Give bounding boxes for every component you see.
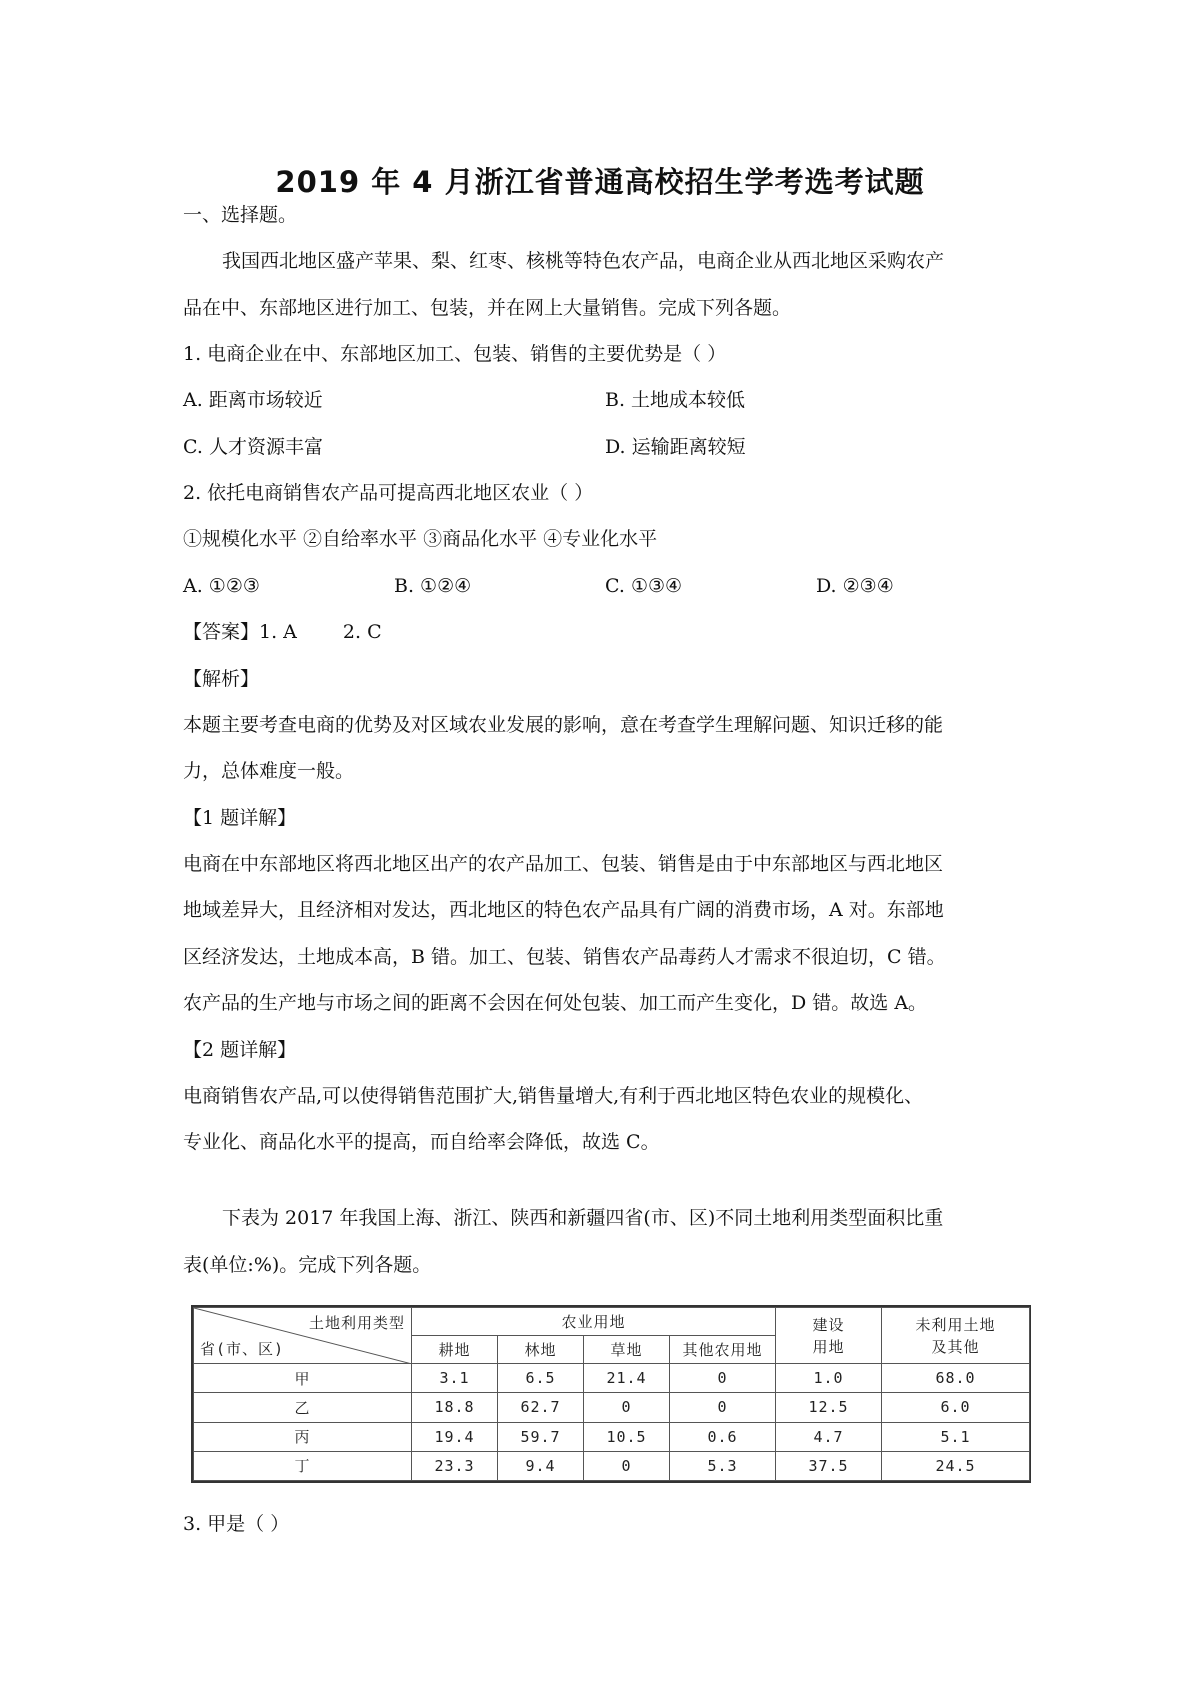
- table-cell: 24.5: [882, 1451, 1030, 1480]
- header-grassland: 草地: [584, 1336, 670, 1364]
- q2-option-a: A. ①②③: [183, 575, 260, 597]
- table-intro-line: 表(单位:%)。完成下列各题。: [183, 1254, 432, 1276]
- q2-option-d: D. ②③④: [816, 575, 894, 597]
- detail-1-line: 区经济发达，土地成本高，B 错。加工、包装、销售农产品毒药人才需求不很迫切，C 错。: [183, 946, 946, 968]
- question-3-stem: 3. 甲是（ ）: [183, 1513, 290, 1535]
- table-cell: 59.7: [498, 1422, 584, 1451]
- table-cell: 9.4: [498, 1451, 584, 1480]
- header-construction-land: 建设 用地: [776, 1308, 882, 1364]
- row-name: 丁: [194, 1451, 412, 1480]
- question-2-stem: 2. 依托电商销售农产品可提高西北地区农业（ ）: [183, 482, 594, 504]
- row-name: 丙: [194, 1422, 412, 1451]
- table-cell: 3.1: [412, 1364, 498, 1393]
- analysis-label: 【解析】: [183, 668, 260, 690]
- table-cell: 4.7: [776, 1422, 882, 1451]
- table-cell: 0.6: [670, 1422, 776, 1451]
- answer-line: [183, 620, 382, 644]
- table-cell: 6.5: [498, 1364, 584, 1393]
- header-land-use-type: 土地利用类型: [308, 1314, 405, 1332]
- answer-1: 1. A: [259, 621, 297, 643]
- header-cultivated: 耕地: [412, 1336, 498, 1364]
- table-cell: 5.1: [882, 1422, 1030, 1451]
- q1-option-d: D. 运输距离较短: [605, 436, 746, 458]
- q1-option-c: C. 人才资源丰富: [183, 436, 323, 458]
- row-name: 甲: [194, 1364, 412, 1393]
- table-cell: 0: [670, 1364, 776, 1393]
- table-cell: 1.0: [776, 1364, 882, 1393]
- table-cell: 0: [670, 1393, 776, 1422]
- table-cell: 19.4: [412, 1422, 498, 1451]
- header-province: 省(市、区): [200, 1340, 285, 1358]
- table-cell: 62.7: [498, 1393, 584, 1422]
- table-row: [194, 1364, 1030, 1393]
- detail-1-label: 【1 题详解】: [183, 807, 297, 829]
- analysis-line: 本题主要考查电商的优势及对区域农业发展的影响，意在考查学生理解问题、知识迁移的能: [183, 714, 944, 736]
- page-title: 2019 年 4 月浙江省普通高校招生学考选考试题: [275, 165, 925, 199]
- detail-2-line: 电商销售农产品,可以使得销售范围扩大,销售量增大,有利于西北地区特色农业的规模化、: [183, 1085, 924, 1107]
- q1-option-a: A. 距离市场较近: [183, 389, 323, 411]
- table-cell: 0: [584, 1451, 670, 1480]
- intro-line: 品在中、东部地区进行加工、包装，并在网上大量销售。完成下列各题。: [183, 297, 792, 319]
- table-cell: 0: [584, 1393, 670, 1422]
- table-diagonal-header: [194, 1308, 412, 1364]
- header-other-agri: 其他农用地: [670, 1336, 776, 1364]
- q1-option-b: B. 土地成本较低: [605, 389, 746, 411]
- table-row: [194, 1451, 1030, 1480]
- analysis-line: 力，总体难度一般。: [183, 760, 355, 782]
- table-cell: 37.5: [776, 1451, 882, 1480]
- answer-label: 【答案】: [183, 621, 260, 643]
- detail-1-line: 地域差异大，且经济相对发达，西北地区的特色农产品具有广阔的消费市场，A 对。东部地: [183, 899, 944, 921]
- detail-2-line: 专业化、商品化水平的提高，而自给率会降低，故选 C。: [183, 1131, 660, 1153]
- table-cell: 6.0: [882, 1393, 1030, 1422]
- land-use-table: [191, 1305, 1031, 1483]
- header-unused-land: 未利用土地 及其他: [882, 1308, 1030, 1364]
- row-name: 乙: [194, 1393, 412, 1422]
- header-agri-land: 农业用地: [412, 1308, 776, 1336]
- table-row: [194, 1393, 1030, 1422]
- q2-items: ①规模化水平 ②自给率水平 ③商品化水平 ④专业化水平: [183, 528, 658, 550]
- q2-option-c: C. ①③④: [605, 575, 683, 597]
- detail-2-label: 【2 题详解】: [183, 1039, 297, 1061]
- table-cell: 23.3: [412, 1451, 498, 1480]
- question-1-stem: 1. 电商企业在中、东部地区加工、包装、销售的主要优势是（ ）: [183, 343, 727, 365]
- detail-1-line: 电商在中东部地区将西北地区出产的农产品加工、包装、销售是由于中东部地区与西北地区: [183, 853, 944, 875]
- section-heading: 一、选择题。: [183, 204, 298, 226]
- table-intro-line: 下表为 2017 年我国上海、浙江、陕西和新疆四省(市、区)不同土地利用类型面积比重: [222, 1207, 944, 1229]
- table-row: [194, 1422, 1030, 1451]
- table-cell: 5.3: [670, 1451, 776, 1480]
- table-cell: 21.4: [584, 1364, 670, 1393]
- q2-option-b: B. ①②④: [394, 575, 472, 597]
- detail-1-line: 农产品的生产地与市场之间的距离不会因在何处包装、加工而产生变化，D 错。故选 A。: [183, 992, 928, 1014]
- header-forest: 林地: [498, 1336, 584, 1364]
- answer-2: 2. C: [342, 621, 382, 643]
- table-cell: 12.5: [776, 1393, 882, 1422]
- table-cell: 10.5: [584, 1422, 670, 1451]
- table-cell: 68.0: [882, 1364, 1030, 1393]
- table-cell: 18.8: [412, 1393, 498, 1422]
- intro-line: 我国西北地区盛产苹果、梨、红枣、核桃等特色农产品，电商企业从西北地区采购农产: [222, 250, 945, 272]
